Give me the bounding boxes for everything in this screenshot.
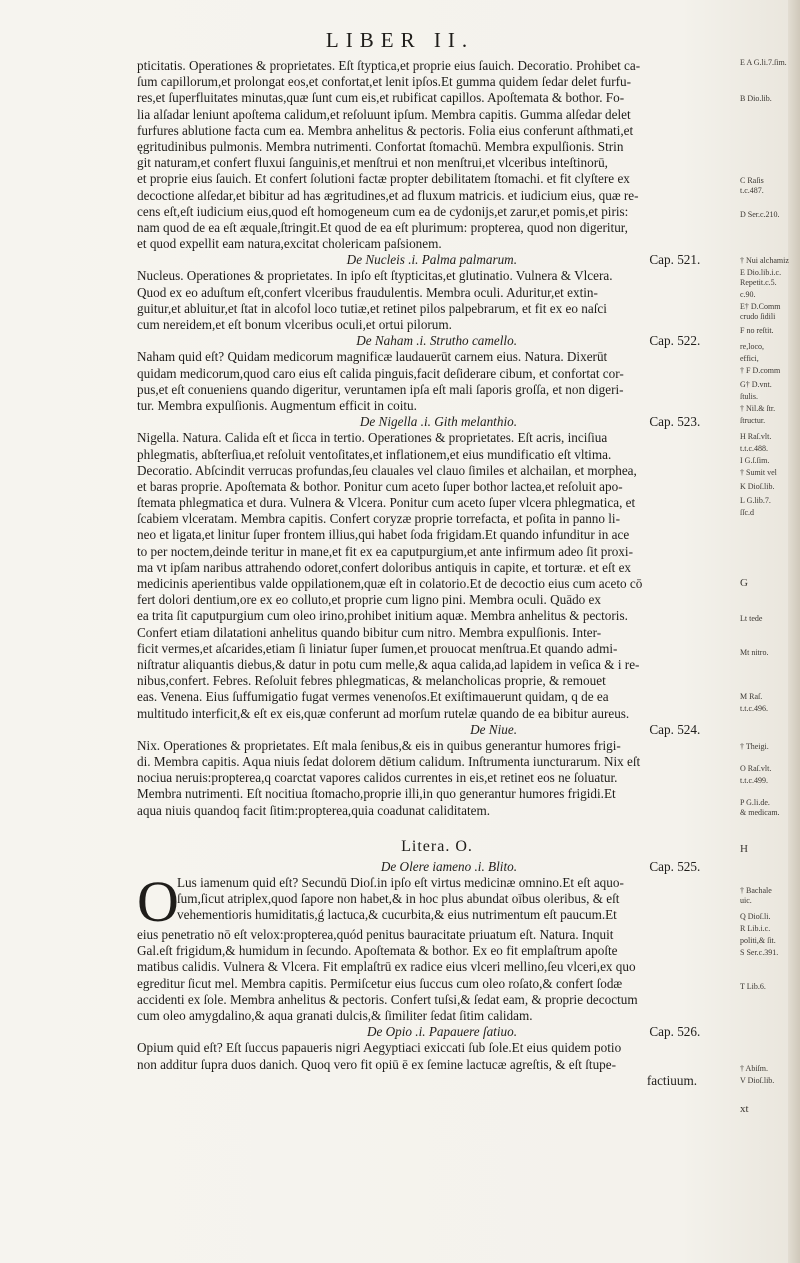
text-line: et quod expellit eam natura,excitat cholericam paſsionem. bbox=[137, 236, 442, 252]
margin-note: ſſc.d bbox=[740, 508, 754, 517]
text-line: matibus calidis. Vulnera & Vlcera. Fit emplaſtrū ex radice eius vlceri mellino,ſeu vlceri,ex quo bbox=[137, 959, 636, 975]
margin-note: L G.lib.7. bbox=[740, 496, 771, 505]
text-line: medicinis aperientibus valde oppilationem,quæ eſt in colatorio.Et de decoctio eius cum aceto cō bbox=[137, 576, 643, 591]
margin-note: effici, bbox=[740, 354, 759, 363]
margin-note: P G.li.de. bbox=[740, 798, 770, 807]
text-line: cens eſt,eſt iudicium eius,quod eſt homogeneum cum ea de cydonijs,et zarur,et pomis,et piris: bbox=[137, 203, 629, 219]
text-line: eas. Venena. Eius ſuffumigatio fugat vermes venenoſos.Et exiſtimauerunt quidam, q de ea bbox=[137, 689, 609, 705]
text-line: furfures ablutione facta cum ea. Membra anhelitus & pectoris. Folia eius conferunt aſthmati,et bbox=[137, 122, 634, 138]
text-line: tur. Membra expulſionis. Augmentum efficit in coitu. bbox=[137, 397, 417, 413]
entry-olere bbox=[137, 859, 737, 1024]
text-line: niſtratur aliquantis diebus,& datur in potu cum melle,& aqua calida,ad lapidem in veſica & i re- bbox=[137, 656, 640, 672]
chapter-number: Cap. 522. bbox=[649, 333, 701, 349]
entry-heading-row bbox=[137, 859, 737, 875]
chapter-number: Cap. 526. bbox=[649, 1024, 701, 1040]
text-line: ma vt ipſam naribus attrahendo odoret,confert doloribus antiquis in capite, et torturæ. et eſt ex bbox=[137, 559, 632, 575]
text-line: nociua neruis:propterea,q coarctat vapores calidos currentes in eis,et retinet eos ne ſoluatur. bbox=[137, 770, 618, 786]
text-line: Membra nutrimenti. Eſt nocitiua ſtomacho,proprie illi,in quo generantur humores frigidi.Et bbox=[137, 786, 616, 802]
margin-note: ſtructur. bbox=[740, 416, 766, 425]
text-line: Quod ex eo aduſtum eſt,confert vlceribus fraudulentis. Membra oculi. Aduritur,et extin- bbox=[137, 284, 598, 300]
text-line: fert dolori dentium,ore ex eo colluto,et proprie cum ligno pini. Membra oculi. Quādo ex bbox=[137, 592, 602, 608]
margin-note: R Lib.i.c. bbox=[740, 924, 771, 933]
text-line: Opium quid eſt? Eſt ſuccus papaueris nigri Aegyptiaci exiccati ſub ſole.Et eius quidem potio bbox=[137, 1040, 622, 1056]
margin-note: † Bachale bbox=[740, 886, 772, 895]
margin-note: t.t.c.496. bbox=[740, 704, 768, 713]
margin-note: Mt nitro. bbox=[740, 648, 769, 657]
text-line: et baras proprie. Apoſtemata & bothor. Ponitur cum aceto ſuper bothor lactea,et reſoluit apo- bbox=[137, 478, 623, 494]
text-line: pus,et eſt conueniens quando digeritur, veruntamen ipſa eſt mali ſaporis groſſa, et non digeri- bbox=[137, 381, 624, 397]
entry-heading: De Olere iameno .i. Blito. bbox=[380, 858, 517, 874]
entry-nigella bbox=[137, 414, 737, 722]
text-line: Lus iamenum quid eſt? Secundū Dioſ.in ipſo eſt virtus medicinæ omnino.Et eſt aquo- bbox=[177, 875, 624, 890]
section-title: Litera. O. bbox=[401, 837, 473, 855]
text-line: ęgritudinibus pulmonis. Membra nutrimenti. Confortat ſtomachū. Membra expulſionis. Strin bbox=[137, 138, 624, 154]
margin-note: † Nil.& ſtr. bbox=[740, 404, 776, 413]
text-line: aqua niuis quandoq facit ſitim:propterea,quia coadunat caliditatem. bbox=[137, 802, 491, 818]
margin-note: † Nui alchamiz bbox=[740, 256, 789, 265]
text-line: quidam medicorum,quod caro eius eſt calida pinguis,facit deſiderare cibum, et confortat cor- bbox=[137, 365, 624, 381]
drop-cap-block bbox=[137, 875, 737, 927]
text-line: guitur,et abluitur,et ſtat in alcofol loco tutiæ,et retinet pilos palpebrarum, et fit ex eo naſci bbox=[137, 300, 607, 316]
margin-note: Lt tede bbox=[740, 614, 763, 623]
margin-note: E Dio.lib.i.c. bbox=[740, 268, 782, 277]
running-header: LIBER II. bbox=[325, 28, 475, 52]
entry-heading-row bbox=[137, 333, 737, 349]
entry-heading: De Nucleis .i. Palma palmarum. bbox=[346, 252, 517, 268]
margin-note: t.t.c.499. bbox=[740, 776, 768, 785]
entry-heading-row bbox=[137, 1024, 737, 1040]
text-line: git naturam,et confert fluxui ſanguinis,et menſtrui et non menſtrui,et vlceribus inteſtinorū, bbox=[137, 155, 608, 171]
margin-note: D Ser.c.210. bbox=[740, 210, 780, 219]
text-line: accidenti ex ſole. Membra anhelitus & pectoris. Confert tuſsi,& ſedat eam, & proprie decoctum bbox=[137, 991, 638, 1007]
entry-niue bbox=[137, 722, 737, 819]
entry-heading: De Naham .i. Strutho camello. bbox=[356, 333, 517, 349]
entry-naham bbox=[137, 333, 737, 414]
entry-heading: De Nigella .i. Gith melanthio. bbox=[359, 414, 517, 430]
text-line: nam quod de ea eſt æquale,ſtringit.Et quod de ea eſt plurimum: propterea, quod non digeritur, bbox=[137, 219, 628, 235]
margin-note: T Lib.6. bbox=[740, 982, 766, 991]
text-line: nibus,confert. Febres. Reſoluit febres phlegmaticas, & melancholicas proprie, & remouet bbox=[137, 673, 606, 689]
margin-note: politi,& ſit. bbox=[740, 936, 776, 945]
chapter-number: Cap. 521. bbox=[649, 252, 701, 268]
text-line: multitudo interficit,& eſt ex eis,quæ conferunt ad morſum rutelæ quando de ea bibitur aureus. bbox=[137, 705, 630, 721]
margin-note: V Dioſ.lib. bbox=[740, 1076, 775, 1085]
margin-note: † Sumit vel bbox=[740, 468, 777, 477]
text-line: Nigella. Natura. Calida eſt et ſicca in tertio. Operationes & proprietates. Eſt acris, inciſiua bbox=[137, 430, 608, 446]
margin-note: B Dio.lib. bbox=[740, 94, 772, 103]
margin-note: xt bbox=[740, 1104, 749, 1114]
text-line: di. Membra capitis. Aqua niuis ſedat dolorem dētium calidum. Inſtrumenta iuncturarum. Nix eſt bbox=[137, 754, 641, 770]
text-line: ficit vermes,et aſcarides,etiam ſi liniatur ſuper ſumen,et prouocat menſtrua.Et quando admi- bbox=[137, 640, 618, 656]
margin-note: H bbox=[740, 844, 748, 854]
text-line: cum oleo amygdalino,& aqua granati dulcis,& ſimiliter ſedat ſitim calidam. bbox=[137, 1007, 533, 1023]
text-line: lia alſadar leniunt apoſtema calidum,et reſoluunt ipſum. Membra capitis. Gumma alſedar delet bbox=[137, 106, 631, 122]
text-line: ſcabiem vlceratam. Membra capitis. Confert coryzæ proprie torrefacta, et poſita in panno li- bbox=[137, 511, 620, 527]
margin-note: c.90. bbox=[740, 290, 756, 299]
chapter-number: Cap. 524. bbox=[649, 721, 701, 737]
margin-note: t.c.487. bbox=[740, 186, 764, 195]
text-line: Nix. Operationes & proprietates. Eſt mala ſenibus,& eis in quibus generantur humores frigi- bbox=[137, 737, 621, 753]
margin-note: F no reſtit. bbox=[740, 326, 774, 335]
text-line: Naham quid eſt? Quidam medicorum magnificæ laudauerūt carnem eius. Natura. Dixerūt bbox=[137, 349, 608, 365]
text-line: eius penetratio nō eſt velox:propterea,quód penitus bauracitate priuatum eſt. Natura. Inquit bbox=[137, 927, 614, 942]
text-line: vehementioris humiditatis,ǵ lactuca,& cucurbita,& eius nutrimentum eſt paucum.Et bbox=[177, 907, 617, 923]
entry-heading-row bbox=[137, 252, 737, 268]
margin-note: † F D.comm bbox=[740, 366, 781, 375]
text-line: cum nereidem,et eſt bonum vlceribus oculi,et ortui pilorum. bbox=[137, 317, 452, 332]
margin-note: † Abiſm. bbox=[740, 1064, 769, 1073]
chapter-number: Cap. 523. bbox=[649, 414, 701, 430]
text-line: ſum capillorum,et prolongat eos,et confortat,et lenit ipſos.Et gumma quidem ſedar delet furfu- bbox=[137, 74, 632, 90]
entry-heading: De Opio .i. Papauere ſatiuo. bbox=[366, 1024, 517, 1040]
text-line: pticitatis. Operationes & proprietates. Eſt ſtyptica,et proprie eius ſauich. Decoratio. Prohibet ca- bbox=[137, 58, 641, 73]
margin-note: G bbox=[740, 578, 748, 588]
entry-opio bbox=[137, 1024, 737, 1089]
margin-note: I G.ſ.ſim. bbox=[740, 456, 770, 465]
margin-note: † Theigi. bbox=[740, 742, 769, 751]
entry-heading-row bbox=[137, 722, 737, 738]
margin-note: Q Dioſ.li. bbox=[740, 912, 771, 921]
entry-heading: De Niue. bbox=[470, 721, 517, 737]
entry-nucleis bbox=[137, 252, 737, 333]
intro-paragraph bbox=[137, 58, 737, 252]
main-text-column bbox=[137, 58, 737, 1089]
text-line: Nucleus. Operationes & proprietates. In ipſo eſt ſtypticitas,et glutinatio. Vulnera & Vlcera. bbox=[137, 268, 613, 284]
text-line: ſtemata phlegmatica et dura. Vulnera & Vlcera. Ponitur cum aceto ſuper vlcera phlegmatica, et bbox=[137, 495, 636, 511]
text-line: Confert etiam dilatationi anhelitus quando bibitur cum nitro. Membra expulſionis. Inter- bbox=[137, 624, 602, 640]
margin-note: S Ser.c.391. bbox=[740, 948, 779, 957]
margin-note: E A G.li.7.ſim. bbox=[740, 58, 787, 67]
text-line: res,et ſuperfluitates minutas,quæ ſunt cum eis,et rubificat capillos. Apoſtemata & bothor. Fo- bbox=[137, 90, 625, 106]
margin-note: uic. bbox=[740, 896, 752, 905]
chapter-number: Cap. 525. bbox=[649, 858, 701, 874]
text-line: phlegmatis, abſterſiua,et reſoluit ventoſitates,et inflationem,et eius mundificatio eſt vltima. bbox=[137, 446, 612, 462]
text-line: et proprie eius ſauich. Et confert ſolutioni factæ propter debilitatem ſtomachi. et fit clyſtere ex bbox=[137, 171, 630, 187]
text-line: egreditur ſicut mel. Membra capitis. Permiſcetur eius ſuccus cum oleo roſato,& confert ſodæ bbox=[137, 975, 623, 991]
margin-note: O Raſ.vlt. bbox=[740, 764, 772, 773]
margin-note: crudo ſidili bbox=[740, 312, 776, 321]
margin-note: H Raſ.vlt. bbox=[740, 432, 772, 441]
margin-note: t.t.c.488. bbox=[740, 444, 768, 453]
text-line: to per noctem,deinde teritur in mane,et fit ex ea caputpurgium,et ante infirmum adeo ſit proxi- bbox=[137, 543, 633, 559]
margin-note: G† D.vnt. bbox=[740, 380, 772, 389]
text-line: non additur ſupra duos danich. Quoq vero fit opiū ē ex ſemine lactucæ agreſtis, & eſt ſtupe- bbox=[137, 1056, 617, 1072]
text-line: decoctione alſedar,et bibitur ad has ægritudines,et ad fluxum matricis. et iudicium eius, quæ re- bbox=[137, 187, 639, 203]
margin-note: C Raſis bbox=[740, 176, 764, 185]
text-line: neo et ligata,et linitur ſuper frontem illius,qui habet ſoda frigidam.Et quando infunditur in ace bbox=[137, 527, 630, 543]
text-line: factiuum. bbox=[646, 1072, 697, 1088]
margin-note: & medicam. bbox=[740, 808, 780, 817]
margin-note: Repetit.c.5. bbox=[740, 278, 777, 287]
text-line: ea trita ſit caputpurgium cum oleo irino,prohibet initium aquæ. Membra anhelitus & pectoris. bbox=[137, 608, 628, 624]
text-line: ſum,ſicut atriplex,quod ſapore non habet,& in hoc plus abundat oībus oleribus, & eſt bbox=[177, 891, 620, 907]
margin-note: K Dioſ.lib. bbox=[740, 482, 775, 491]
entry-heading-row bbox=[137, 414, 737, 430]
margin-note: re,loco, bbox=[740, 342, 764, 351]
margin-note: E† D.Comm bbox=[740, 302, 781, 311]
margin-note: M Raſ. bbox=[740, 692, 763, 701]
text-line: Decoratio. Abſcindit verrucas profundas,ſeu clauales vel clauo ſimiles et alchailan, et morphea, bbox=[137, 462, 637, 478]
margin-note: ſtulis. bbox=[740, 392, 759, 401]
text-line: Gal.eſt frigidum,& humidum in ſecundo. Apoſtemata & bothor. Ex eo fit emplaſtrum apoſte bbox=[137, 943, 618, 959]
drop-cap: O bbox=[137, 875, 179, 927]
